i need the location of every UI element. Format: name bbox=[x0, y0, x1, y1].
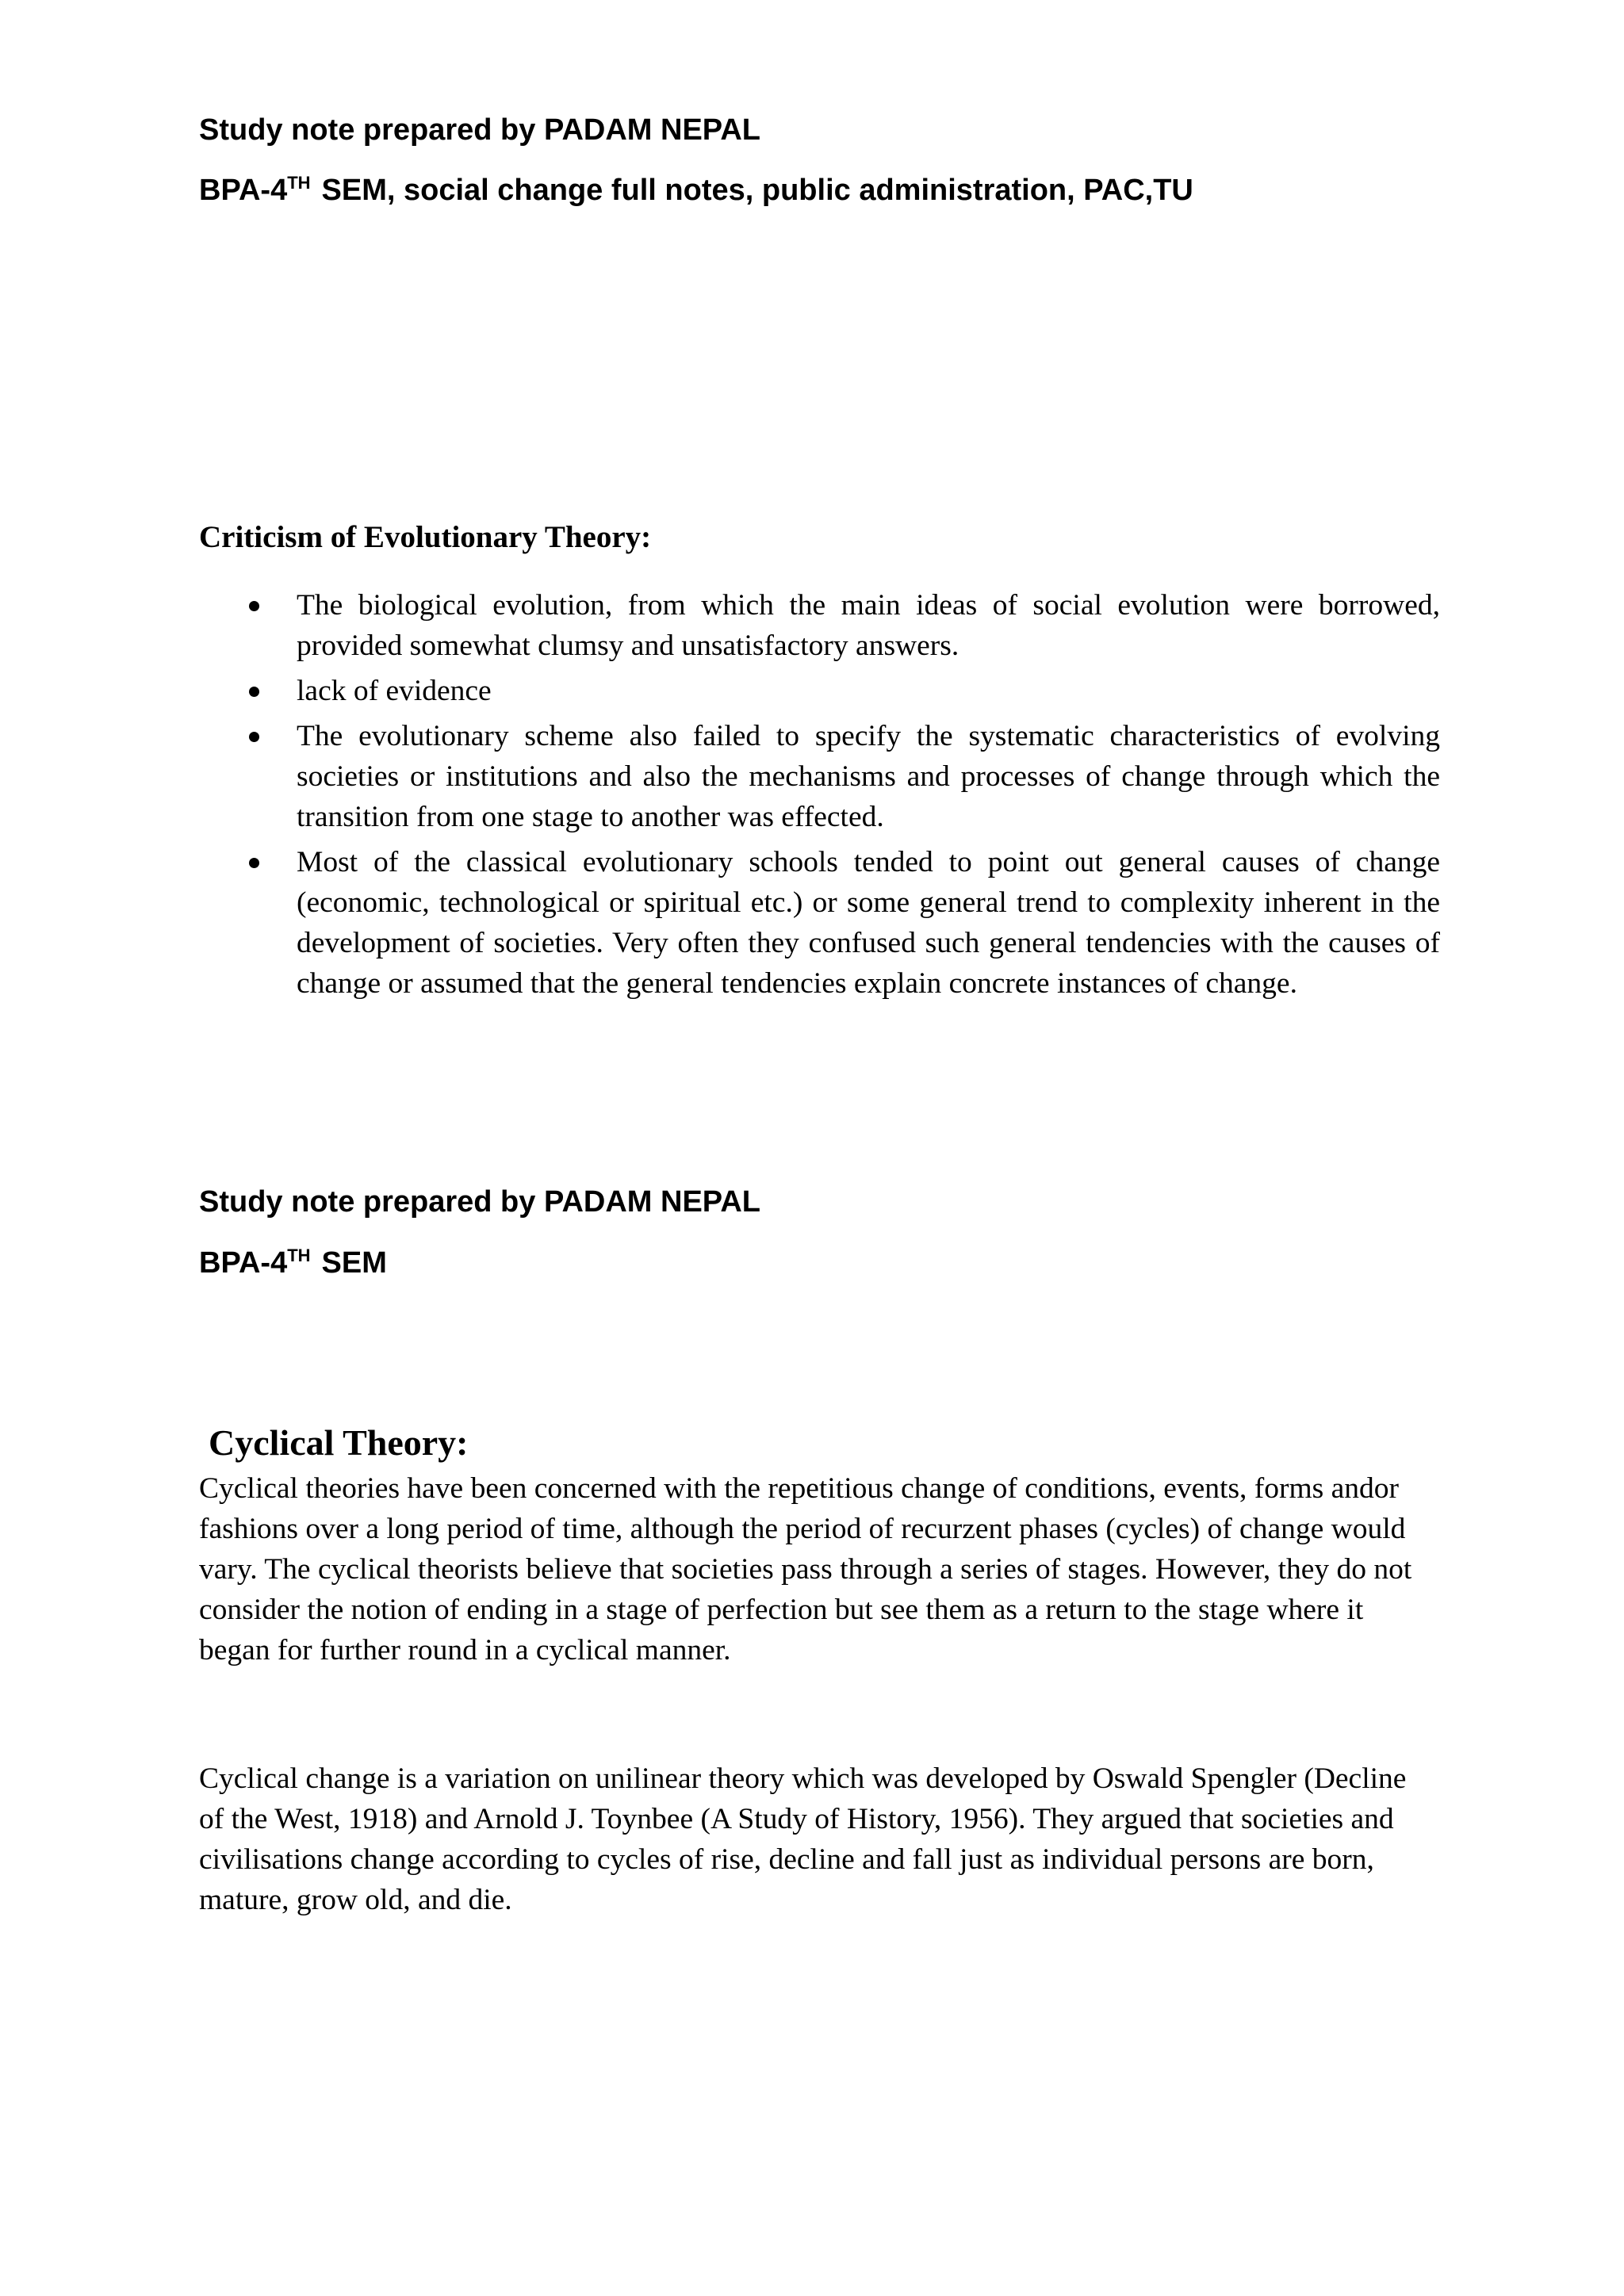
criticism-item-text: Most of the classical evolutionary schools tended to point out general causes of change (economic, technological or spiritual etc.) or some general trend to complexity inherent in the development of societies. Very often they confused such general tendencies with the causes of change or assumed that the general tendencies explain concrete instances of change. bbox=[297, 846, 1440, 1000]
criticism-list bbox=[199, 585, 1440, 1008]
bullet-icon bbox=[249, 732, 259, 742]
course-code: BPA-4 bbox=[199, 1246, 288, 1280]
course-description: SEM bbox=[321, 1246, 387, 1280]
criticism-heading: Criticism of Evolutionary Theory: bbox=[199, 520, 652, 554]
bullet-icon bbox=[249, 858, 259, 868]
cyclical-paragraph-2: Cyclical change is a variation on unilinear theory which was developed by Oswald Spengler (Decline of the West, 1918) and Arnold J. Toynbee (A Study of History, 1956). They argued that societies and civilisations change according to cycles of rise, decline and fall just as individual persons are born, mature, grow old, and die. bbox=[199, 1762, 1407, 1916]
criticism-item bbox=[199, 585, 1440, 666]
course-code-superscript: TH bbox=[287, 1246, 311, 1265]
criticism-item bbox=[199, 671, 1440, 711]
course-code-superscript: TH bbox=[287, 173, 311, 193]
course-line bbox=[199, 1245, 387, 1285]
course-description: SEM, social change full notes, public administration, PAC,TU bbox=[321, 174, 1193, 207]
course-line bbox=[199, 172, 1193, 212]
criticism-item bbox=[199, 716, 1440, 837]
criticism-item bbox=[199, 842, 1440, 1004]
bullet-icon bbox=[249, 601, 259, 611]
cyclical-paragraph-1: Cyclical theories have been concerned with the repetitious change of conditions, events, forms andor fashions over a long period of time, although the period of recurzent phases (cycles) of change would vary. The cyclical theorists believe that societies pass through a series of stages. However, they do not consider the notion of ending in a stage of perfection but see them as a return to the stage where it began for further round in a cyclical manner. bbox=[199, 1472, 1412, 1667]
author-line: Study note prepared by PADAM NEPAL bbox=[199, 1185, 760, 1219]
criticism-item-text: The evolutionary scheme also failed to specify the systematic characteristics of evolving societies or institutions and also the mechanisms and processes of change through which the transition from one stage to another was effected. bbox=[297, 720, 1440, 833]
criticism-item-text: The biological evolution, from which the main ideas of social evolution were borrowed, provided somewhat clumsy and unsatisfactory answers. bbox=[297, 589, 1440, 662]
course-code: BPA-4 bbox=[199, 174, 288, 207]
cyclical-heading: Cyclical Theory: bbox=[209, 1422, 469, 1463]
criticism-item-text: lack of evidence bbox=[297, 675, 492, 707]
author-line: Study note prepared by PADAM NEPAL bbox=[199, 113, 760, 147]
bullet-icon bbox=[249, 687, 259, 697]
